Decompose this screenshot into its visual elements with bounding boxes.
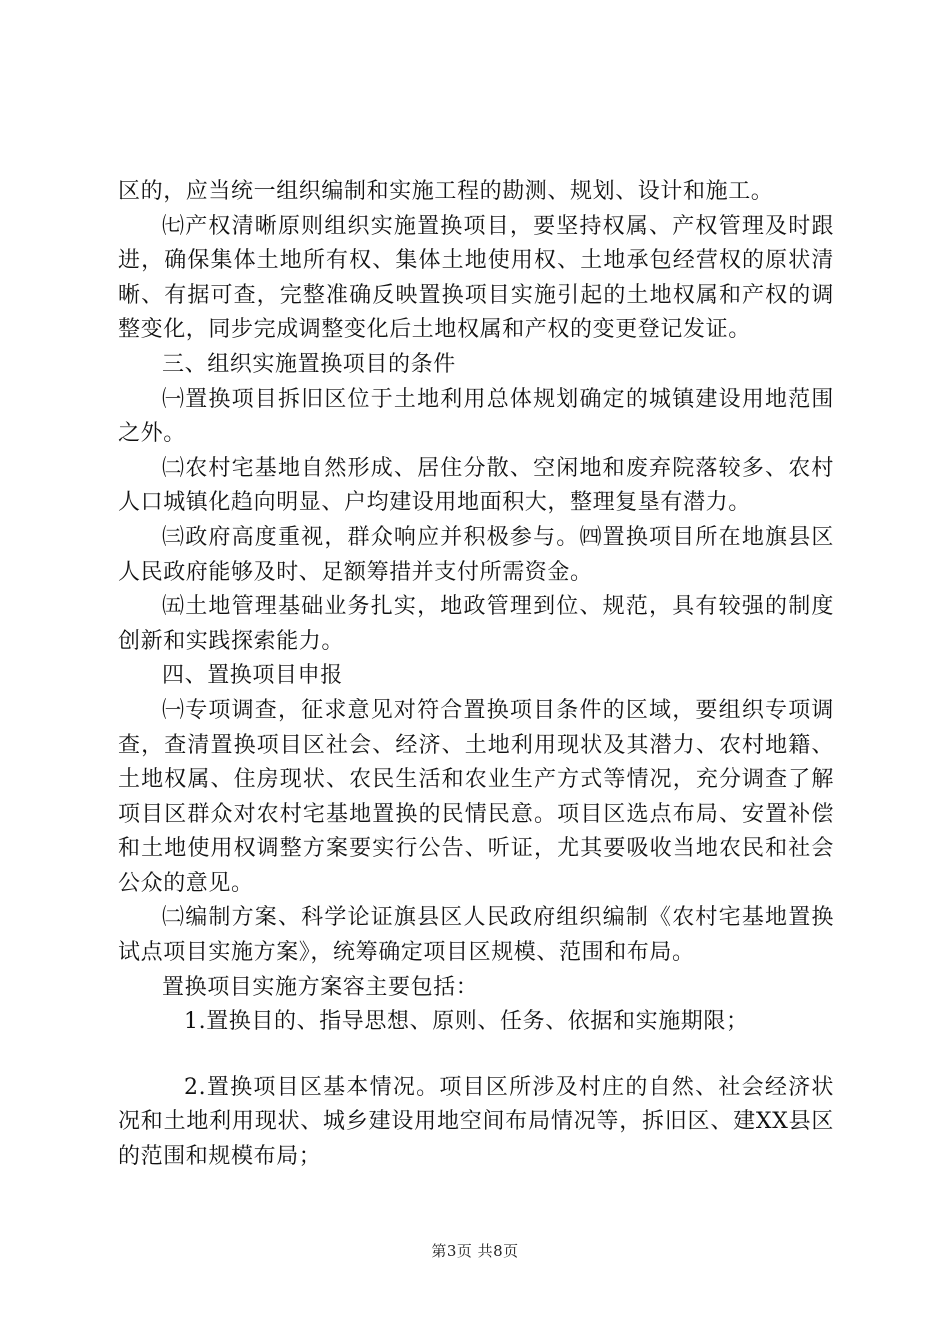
paragraph-condition-5: ㈤土地管理基础业务扎实，地政管理到位、规范，具有较强的制度创新和实践探索能力。 [118, 594, 834, 654]
list-item-2: 2.置换项目区基本情况。项目区所涉及村庄的自然、社会经济状况和土地利用现状、城乡建设用地空间布局情况等，拆旧区、建XX县区的范围和规模布局； [118, 1074, 834, 1170]
paragraph-plan: ㈡编制方案、科学论证旗县区人民政府组织编制《农村宅基地置换试点项目实施方案》，统筹确定项目区规模、范围和布局。 [118, 905, 834, 966]
page-footer: 第3页 共8页 [431, 1242, 519, 1260]
section-heading-application: 四、置换项目申报 [162, 663, 343, 689]
list-item-1: 1.置换目的、指导思想、原则、任务、依据和实施期限； [184, 1009, 749, 1035]
document-body [118, 175, 834, 1175]
paragraph-condition-3-4: ㈢政府高度重视，群众响应并积极参与。㈣置换项目所在地旗县区人民政府能够及时、足额筹措并支付所需资金。 [118, 524, 834, 585]
paragraph-property-rights: ㈦产权清晰原则组织实施置换项目，要坚持权属、产权管理及时跟进，确保集体土地所有权、集体土地使用权、土地承包经营权的原状清晰、有据可查，完整准确反映置换项目实施引起的土地权属和产权的调整变化，同步完成调整变化后土地权属和产权的变更登记发证。 [118, 213, 834, 343]
paragraph-condition-1: ㈠置换项目拆旧区位于土地利用总体规划确定的城镇建设用地范围之外。 [118, 386, 834, 447]
paragraph-condition-2: ㈡农村宅基地自然形成、居住分散、空闲地和废弃院落较多、农村人口城镇化趋向明显、户均建设用地面积大，整理复垦有潜力。 [118, 455, 834, 516]
paragraph-continuation: 区的，应当统一组织编制和实施工程的勘测、规划、设计和施工。 [118, 179, 774, 204]
paragraph-survey: ㈠专项调查，征求意见对符合置换项目条件的区域，要组织专项调查，查清置换项目区社会、经济、土地利用现状及其潜力、农村地籍、土地权属、住房现状、农民生活和农业生产方式等情况，充分调查了解项目区群众对农村宅基地置换的民情民意。项目区选点布局、安置补偿和土地使用权调整方案要实行公告、听证，尤其要吸收当地农民和社会公众的意见。 [118, 697, 834, 896]
paragraph-plan-contents-intro: 置换项目实施方案容主要包括： [162, 974, 479, 1000]
section-heading-conditions: 三、组织实施置换项目的条件 [162, 351, 456, 377]
